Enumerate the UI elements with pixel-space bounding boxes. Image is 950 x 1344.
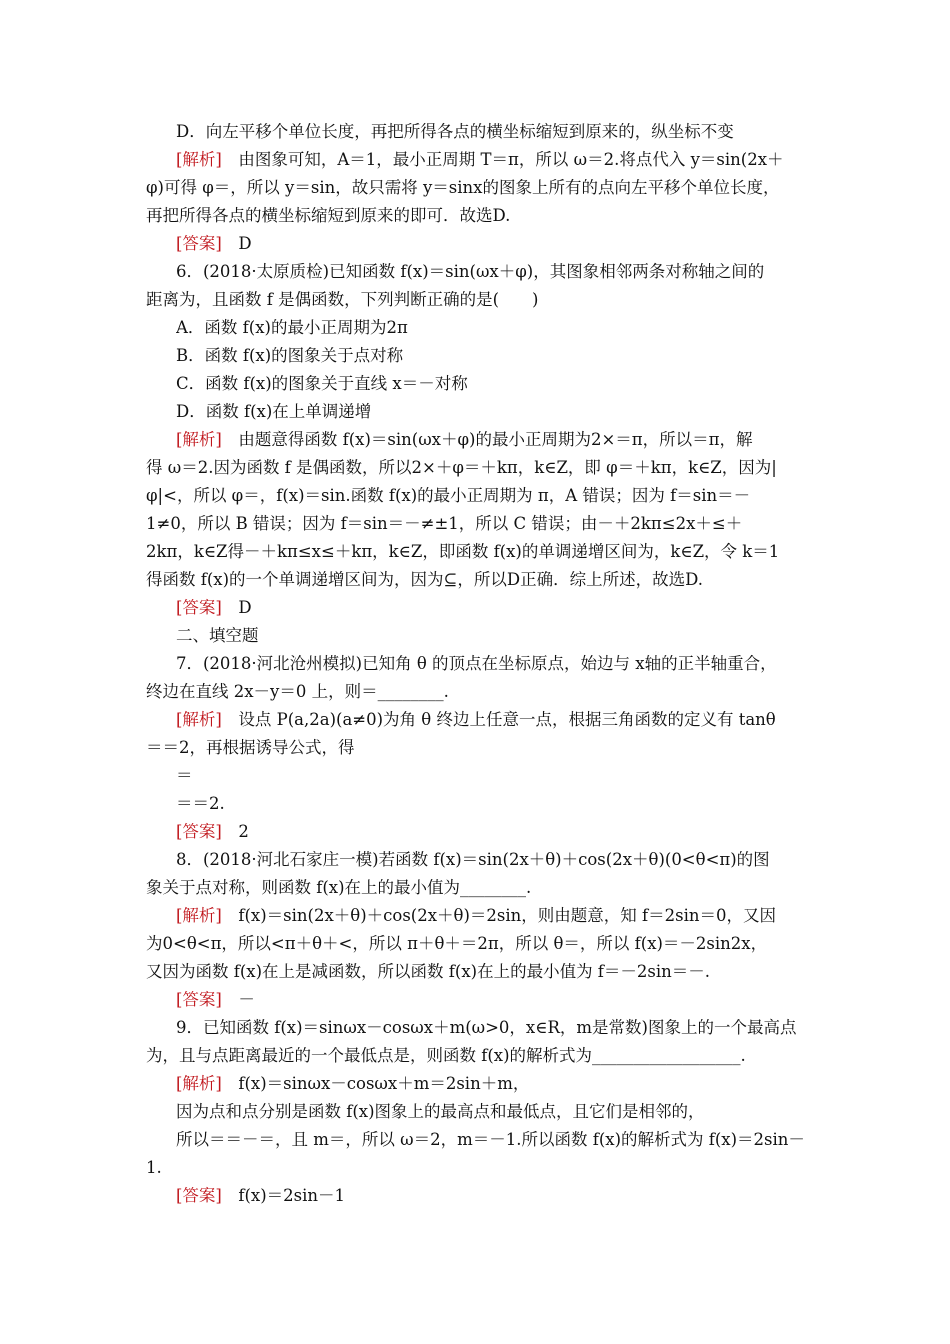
text-line: φ|<，所以 φ＝，f(x)＝sin.函数 f(x)的最小正周期为 π，A 错误；因为 f＝sin＝－: [146, 486, 751, 505]
answer-tag: [答案]: [176, 234, 222, 253]
analysis-line: [解析] 设点 P(a,2a)(a≠0)为角 θ 终边上任意一点，根据三角函数的定义有 tanθ: [176, 710, 776, 729]
analysis-line: [解析] 由图象可知，A＝1，最小正周期 T＝π，所以 ω＝2.将点代入 y＝sin(2x＋: [176, 150, 784, 169]
analysis-tag: [解析]: [176, 906, 222, 925]
text-line: 得 ω＝2.因为函数 f 是偶函数，所以2×＋φ＝＋kπ，k∈Z，即 φ＝＋kπ，k∈Z，因为|: [146, 458, 777, 477]
analysis-tag: [解析]: [176, 430, 222, 449]
section-heading: 二、填空题: [176, 626, 259, 645]
text-line: 距离为，且函数 f 是偶函数，下列判断正确的是( ): [146, 290, 539, 309]
answer-tag: [答案]: [176, 990, 222, 1009]
text-line: 1≠0，所以 B 错误；因为 f＝sin＝－≠±1，所以 C 错误；由－＋2kπ≤2x＋≤＋: [146, 514, 743, 533]
text-line: 1.: [146, 1158, 162, 1177]
question-7-line: 7．(2018·河北沧州模拟)已知角 θ 的顶点在坐标原点，始边与 x轴的正半轴重合，: [176, 654, 777, 673]
option-d-line: D．向左平移个单位长度，再把所得各点的横坐标缩短到原来的，纵坐标不变: [176, 122, 734, 141]
text-line: 因为点和点分别是函数 f(x)图象上的最高点和最低点，且它们是相邻的，: [176, 1102, 705, 1121]
text-line: 象关于点对称，则函数 f(x)在上的最小值为________.: [146, 878, 532, 897]
answer-tag: [答案]: [176, 1186, 222, 1205]
analysis-line: [解析] f(x)＝sinωx－cosωx＋m＝2sin＋m，: [176, 1074, 530, 1093]
text-line: ＝: [176, 766, 193, 785]
text-line: 再把所得各点的横坐标缩短到原来的即可．故选D.: [146, 206, 511, 225]
analysis-line: [解析] 由题意得函数 f(x)＝sin(ωx＋φ)的最小正周期为2×＝π，所以＝π，解: [176, 430, 753, 449]
text-line: 2kπ，k∈Z得－＋kπ≤x≤＋kπ，k∈Z，即函数 f(x)的单调递增区间为，k∈Z，令 k＝1: [146, 542, 780, 561]
option-d-line: D．函数 f(x)在上单调递增: [176, 402, 372, 421]
text-line: 又因为函数 f(x)在上是减函数，所以函数 f(x)在上的最小值为 f＝－2sin＝－.: [146, 962, 711, 981]
analysis-line: [解析] f(x)＝sin(2x＋θ)＋cos(2x＋θ)＝2sin，则由题意，知 f＝2sin＝0，又因: [176, 906, 776, 925]
analysis-tag: [解析]: [176, 1074, 222, 1093]
text-line: ＝＝2.: [176, 794, 225, 813]
answer-line: [答案] D: [176, 598, 252, 617]
answer-line: [答案] f(x)＝2sin－1: [176, 1186, 346, 1205]
option-a-line: A．函数 f(x)的最小正周期为2π: [176, 318, 408, 337]
answer-line: [答案] D: [176, 234, 252, 253]
analysis-tag: [解析]: [176, 150, 222, 169]
answer-tag: [答案]: [176, 598, 222, 617]
question-6-line: 6．(2018·太原质检)已知函数 f(x)＝sin(ωx＋φ)，其图象相邻两条对称轴之间的: [176, 262, 765, 281]
answer-line: [答案] －: [176, 990, 255, 1009]
text-line: 为，且与点距离最近的一个最低点是，则函数 f(x)的解析式为__________________.: [146, 1046, 746, 1065]
option-b-line: B．函数 f(x)的图象关于点对称: [176, 346, 404, 365]
text-line: 所以＝＝－＝，且 m＝，所以 ω＝2，m＝－1.所以函数 f(x)的解析式为 f(x)＝2sin－: [176, 1130, 805, 1149]
text-line: φ)可得 φ＝，所以 y＝sin，故只需将 y＝sinx的图象上所有的点向左平移个单位长度，: [146, 178, 780, 197]
text-line: 为0<θ<π，所以<π＋θ＋<，所以 π＋θ＋＝2π，所以 θ＝，所以 f(x)＝－2sin2x，: [146, 934, 768, 953]
question-9-line: 9．已知函数 f(x)＝sinωx－cosωx＋m(ω>0，x∈R，m是常数)图象上的一个最高点: [176, 1018, 797, 1037]
text-line: 终边在直线 2x－y＝0 上，则＝________.: [146, 682, 449, 701]
answer-tag: [答案]: [176, 822, 222, 841]
question-8-line: 8．(2018·河北石家庄一模)若函数 f(x)＝sin(2x＋θ)＋cos(2x＋θ)(0<θ<π)的图: [176, 850, 770, 869]
option-c-line: C．函数 f(x)的图象关于直线 x＝－对称: [176, 374, 468, 393]
answer-line: [答案] 2: [176, 822, 249, 841]
analysis-tag: [解析]: [176, 710, 222, 729]
text-line: 得函数 f(x)的一个单调递增区间为，因为⊆，所以D正确．综上所述，故选D.: [146, 570, 703, 589]
text-line: ＝＝2，再根据诱导公式，得: [146, 738, 355, 757]
